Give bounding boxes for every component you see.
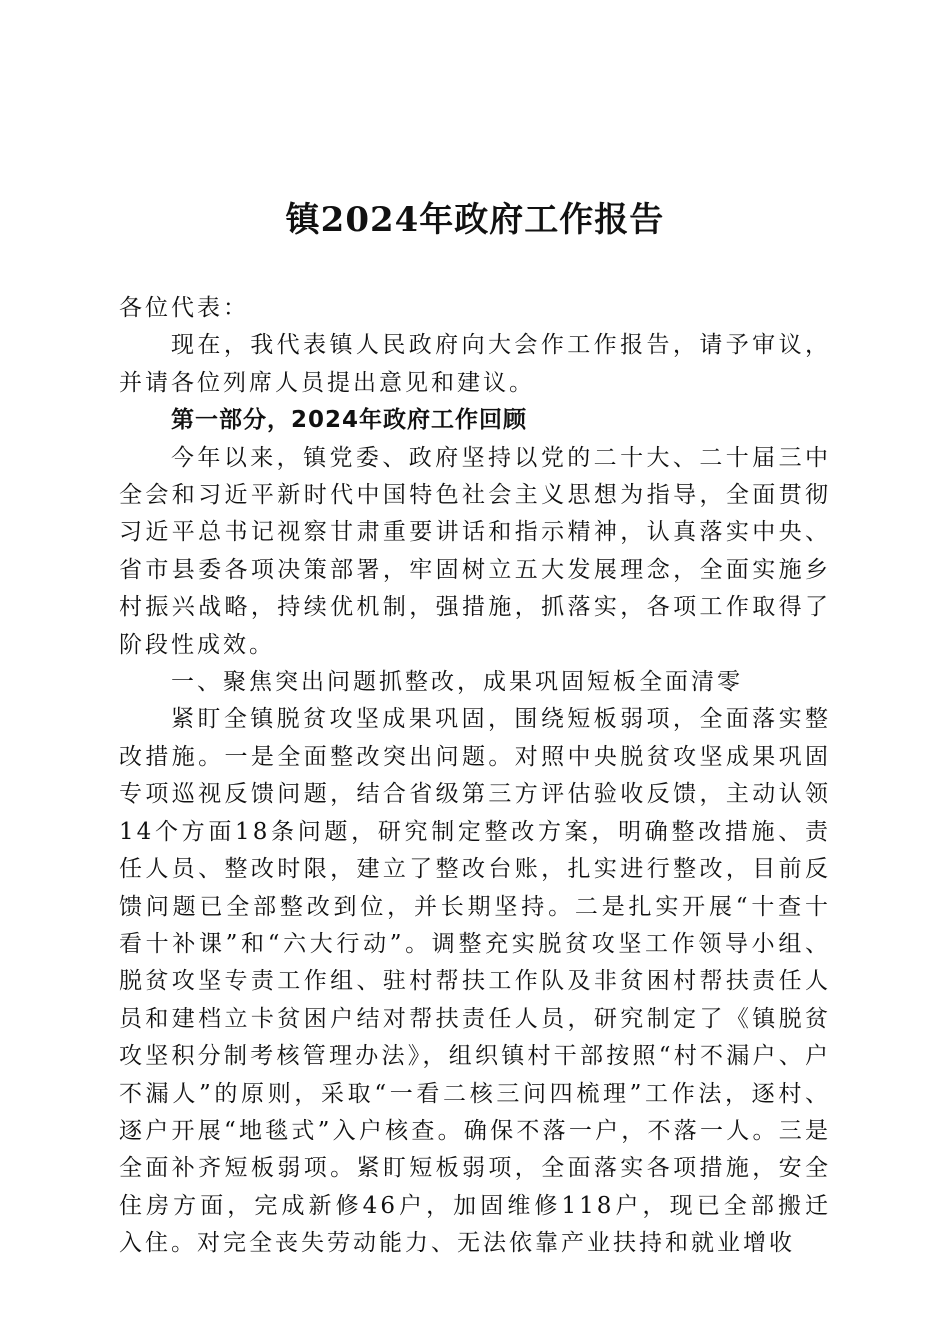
section1-heading: 一、聚焦突出问题抓整改，成果巩固短板全面清零 (171, 669, 743, 696)
intro-paragraph: 现在，我代表镇人民政府向大会作工作报告，请予审议，并请各位列席人员提出意见和建议。 (119, 332, 831, 396)
part1-summary-paragraph: 今年以来，镇党委、政府坚持以党的二十大、二十届三中全会和习近平新时代中国特色社会主义思想为指导，全面贯彻习近平总书记视察甘肃重要讲话和指示精神，认真落实中央、省市县委各项决策部署，牢固树立五大发展理念，全面实施乡村振兴战略，持续优机制，强措施，抓落实，各项工作取得了阶段性成效。 (119, 444, 831, 658)
document-title: 镇2024年政府工作报告 (285, 200, 665, 240)
salutation: 各位代表： (119, 295, 249, 321)
part1-heading: 第一部分，2024年政府工作回顾 (171, 407, 528, 434)
document-body (119, 290, 831, 1263)
section1-body-paragraph: 紧盯全镇脱贫攻坚成果巩固，围绕短板弱项，全面落实整改措施。一是全面整改突出问题。对照中央脱贫攻坚成果巩固专项巡视反馈问题，结合省级第三方评估验收反馈，主动认领14个方面18条问题，研究制定整改方案，明确整改措施、责任人员、整改时限，建立了整改台账，扎实进行整改，目前反馈问题已全部整改到位，并长期坚持。二是扎实开展“十查十看十补课”和“六大行动”。调整充实脱贫攻坚工作领导小组、脱贫攻坚专责工作组、驻村帮扶工作队及非贫困村帮扶责任人员和建档立卡贫困户结对帮扶责任人员，研究制定了《镇脱贫攻坚积分制考核管理办法》，组织镇村干部按照“村不漏户、户不漏人”的原则，采取“一看二核三问四梳理”工作法，逐村、逐户开展“地毯式”入户核查。确保不落一户，不落一人。三是全面补齐短板弱项。紧盯短板弱项，全面落实各项措施，安全住房方面，完成新修46户，加固维修118户，现已全部搬迁入住。对完全丧失劳动能力、无法依靠产业扶持和就业增收 (119, 706, 831, 1257)
